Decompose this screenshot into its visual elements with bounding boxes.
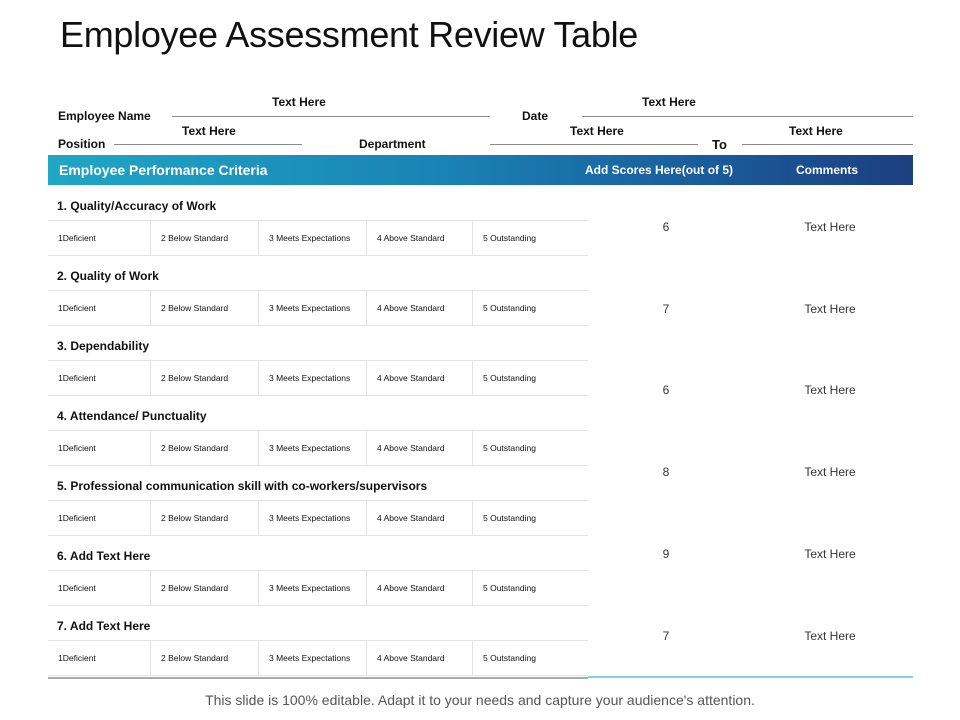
- table-bottom-rule-accent: [588, 676, 913, 678]
- rating-option[interactable]: 1Deficient: [48, 291, 151, 325]
- score-value[interactable]: 8: [662, 465, 670, 479]
- employee-name-line: [172, 116, 490, 117]
- position-value[interactable]: Text Here: [182, 124, 236, 138]
- rating-option[interactable]: 2 Below Standard: [151, 221, 259, 255]
- rating-option[interactable]: 1Deficient: [48, 501, 151, 535]
- to-label: To: [712, 137, 727, 152]
- rating-option[interactable]: 1Deficient: [48, 571, 151, 605]
- rating-option[interactable]: 5 Outstanding: [483, 443, 536, 453]
- position-label: Position: [58, 137, 106, 151]
- rating-option[interactable]: 5 Outstanding: [483, 653, 536, 663]
- rating-option[interactable]: 3 Meets Expectations: [259, 571, 367, 605]
- scores-header-label: Add Scores Here(out of 5): [585, 163, 734, 177]
- rating-option[interactable]: 5 Outstanding: [483, 233, 536, 243]
- page-title: Employee Assessment Review Table: [60, 14, 639, 55]
- to-value[interactable]: Text Here: [789, 124, 843, 138]
- rating-option[interactable]: 4 Above Standard: [367, 361, 473, 395]
- rating-option[interactable]: 2 Below Standard: [151, 641, 259, 675]
- criteria-header-band: [48, 155, 913, 185]
- rating-scale-row: [48, 430, 588, 466]
- score-value[interactable]: 7: [662, 302, 670, 316]
- rating-scale-row: [48, 500, 588, 536]
- rating-scale-row: [48, 290, 588, 326]
- rating-option[interactable]: 4 Above Standard: [367, 221, 473, 255]
- score-value[interactable]: 9: [662, 547, 670, 561]
- rating-option[interactable]: 1Deficient: [48, 431, 151, 465]
- rating-option[interactable]: 4 Above Standard: [367, 431, 473, 465]
- department-label: Department: [359, 137, 426, 151]
- rating-option[interactable]: 1Deficient: [48, 361, 151, 395]
- rating-option[interactable]: 4 Above Standard: [367, 641, 473, 675]
- date-label: Date: [522, 109, 549, 123]
- score-value[interactable]: 6: [662, 220, 670, 234]
- score-value[interactable]: 7: [662, 629, 670, 643]
- comment-text[interactable]: Text Here: [804, 383, 856, 397]
- to-line: [742, 144, 913, 145]
- comment-text[interactable]: Text Here: [804, 302, 856, 316]
- footer-note: This slide is 100% editable. Adapt it to your needs and capture your audience's attention.: [205, 692, 755, 708]
- rating-option[interactable]: 3 Meets Expectations: [259, 501, 367, 535]
- rating-option[interactable]: 3 Meets Expectations: [259, 291, 367, 325]
- position-line: [114, 144, 302, 145]
- comment-text[interactable]: Text Here: [804, 629, 856, 643]
- rating-option[interactable]: 2 Below Standard: [151, 431, 259, 465]
- criteria-title: 3. Dependability: [57, 339, 150, 353]
- rating-option[interactable]: 2 Below Standard: [151, 571, 259, 605]
- score-value[interactable]: 6: [662, 383, 670, 397]
- employee-name-value[interactable]: Text Here: [272, 95, 326, 109]
- rating-option[interactable]: 4 Above Standard: [367, 291, 473, 325]
- criteria-title: 2. Quality of Work: [57, 269, 159, 283]
- date-value[interactable]: Text Here: [642, 95, 696, 109]
- rating-option[interactable]: 5 Outstanding: [483, 513, 536, 523]
- rating-option[interactable]: 3 Meets Expectations: [259, 431, 367, 465]
- table-bottom-rule: [48, 677, 588, 679]
- rating-scale-row: [48, 640, 588, 676]
- criteria-title: 7. Add Text Here: [57, 619, 151, 633]
- criteria-title: 1. Quality/Accuracy of Work: [57, 199, 217, 213]
- criteria-title: 4. Attendance/ Punctuality: [57, 409, 207, 423]
- rating-option[interactable]: 3 Meets Expectations: [259, 361, 367, 395]
- rating-scale-row: [48, 220, 588, 256]
- rating-option[interactable]: 3 Meets Expectations: [259, 221, 367, 255]
- rating-option[interactable]: 1Deficient: [48, 641, 151, 675]
- department-value[interactable]: Text Here: [570, 124, 624, 138]
- comment-text[interactable]: Text Here: [804, 220, 856, 234]
- comment-text[interactable]: Text Here: [804, 465, 856, 479]
- comments-header-label: Comments: [796, 163, 859, 177]
- rating-option[interactable]: 4 Above Standard: [367, 501, 473, 535]
- rating-option[interactable]: 4 Above Standard: [367, 571, 473, 605]
- rating-option[interactable]: 1Deficient: [48, 221, 151, 255]
- criteria-title: 5. Professional communication skill with co-workers/supervisors: [57, 479, 428, 493]
- rating-scale-row: [48, 360, 588, 396]
- department-line: [490, 144, 698, 145]
- rating-option[interactable]: 2 Below Standard: [151, 361, 259, 395]
- rating-scale-row: [48, 570, 588, 606]
- comment-text[interactable]: Text Here: [804, 547, 856, 561]
- rating-option[interactable]: 5 Outstanding: [483, 373, 536, 383]
- rating-option[interactable]: 3 Meets Expectations: [259, 641, 367, 675]
- criteria-title: 6. Add Text Here: [57, 549, 151, 563]
- rating-option[interactable]: 5 Outstanding: [483, 303, 536, 313]
- employee-name-label: Employee Name: [58, 109, 151, 123]
- rating-option[interactable]: 5 Outstanding: [483, 583, 536, 593]
- rating-option[interactable]: 2 Below Standard: [151, 291, 259, 325]
- rating-option[interactable]: 2 Below Standard: [151, 501, 259, 535]
- date-line: [582, 116, 913, 117]
- criteria-header-label: Employee Performance Criteria: [59, 162, 268, 178]
